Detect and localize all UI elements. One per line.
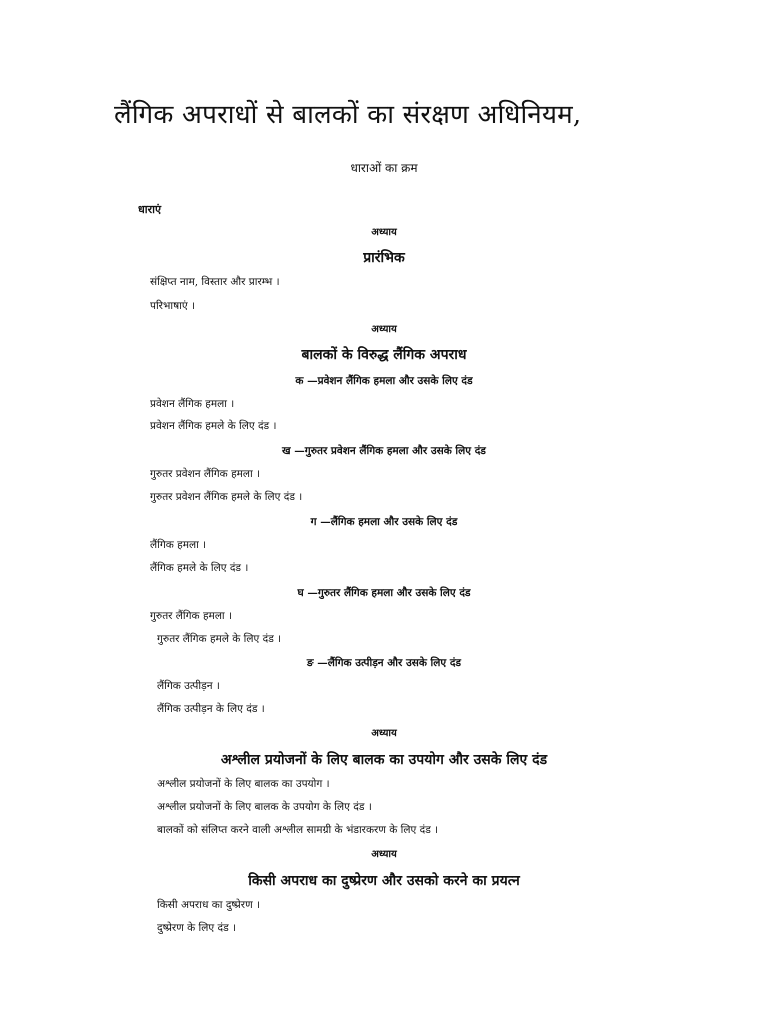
- chapter-title: अश्लील प्रयोजनों के लिए बालक का उपयोग और उसके लिए दंड: [220, 752, 548, 768]
- section-item: प्रवेशन लैंगिक हमला ।: [150, 398, 235, 410]
- chapter-label: अध्याय: [371, 728, 397, 739]
- section-item: लैंगिक उत्पीड़न ।: [157, 680, 220, 692]
- chapter-title: बालकों के विरुद्ध लैंगिक अपराध: [301, 347, 467, 363]
- section-item: लैंगिक हमला ।: [150, 539, 207, 551]
- sections-label: धाराएं: [138, 203, 162, 216]
- section-item: अश्लील प्रयोजनों के लिए बालक का उपयोग ।: [157, 778, 330, 790]
- section-item: संक्षिप्त नाम, विस्तार और प्रारम्भ ।: [150, 276, 280, 288]
- part-heading: ग —लैंगिक हमला और उसके लिए दंड: [310, 516, 458, 528]
- part-heading: क —प्रवेशन लैंगिक हमला और उसके लिए दंड: [295, 375, 473, 387]
- part-heading: ङ —लैंगिक उत्पीड़न और उसके लिए दंड: [306, 657, 462, 669]
- section-item: लैंगिक उत्पीड़न के लिए दंड ।: [157, 703, 265, 715]
- section-item: प्रवेशन लैंगिक हमले के लिए दंड ।: [150, 420, 277, 432]
- chapter-label: अध्याय: [371, 849, 397, 860]
- section-item: लैंगिक हमले के लिए दंड ।: [150, 562, 249, 574]
- section-item: गुरुतर प्रवेशन लैंगिक हमले के लिए दंड ।: [150, 491, 303, 503]
- chapter-label: अध्याय: [371, 227, 397, 238]
- section-item: बालकों को संलिप्त करने वाली अश्लील सामग्री के भंडारकरण के लिए दंड ।: [157, 824, 439, 836]
- document-subtitle: धाराओं का क्रम: [350, 161, 418, 175]
- part-heading: ख —गुरुतर प्रवेशन लैंगिक हमला और उसके लिए दंड: [282, 445, 486, 457]
- section-item: गुरुतर लैंगिक हमले के लिए दंड ।: [157, 633, 282, 645]
- section-item: अश्लील प्रयोजनों के लिए बालक के उपयोग के लिए दंड ।: [157, 801, 372, 813]
- section-item: गुरुतर प्रवेशन लैंगिक हमला ।: [150, 468, 261, 480]
- chapter-title: प्रारंभिक: [363, 250, 405, 266]
- section-item: दुष्प्रेरण के लिए दंड ।: [157, 922, 237, 934]
- section-item: किसी अपराध का दुष्प्रेरण ।: [157, 899, 260, 911]
- chapter-title: किसी अपराध का दुष्प्रेरण और उसको करने का प्रयत्न: [248, 873, 520, 889]
- section-item: परिभाषाएं ।: [150, 300, 195, 312]
- chapter-label: अध्याय: [371, 324, 397, 335]
- part-heading: घ —गुरुतर लैंगिक हमला और उसके लिए दंड: [297, 587, 471, 599]
- section-item: गुरुतर लैंगिक हमला ।: [150, 610, 232, 622]
- document-title: लैंगिक अपराधों से बालकों का संरक्षण अधिनियम,: [114, 100, 582, 130]
